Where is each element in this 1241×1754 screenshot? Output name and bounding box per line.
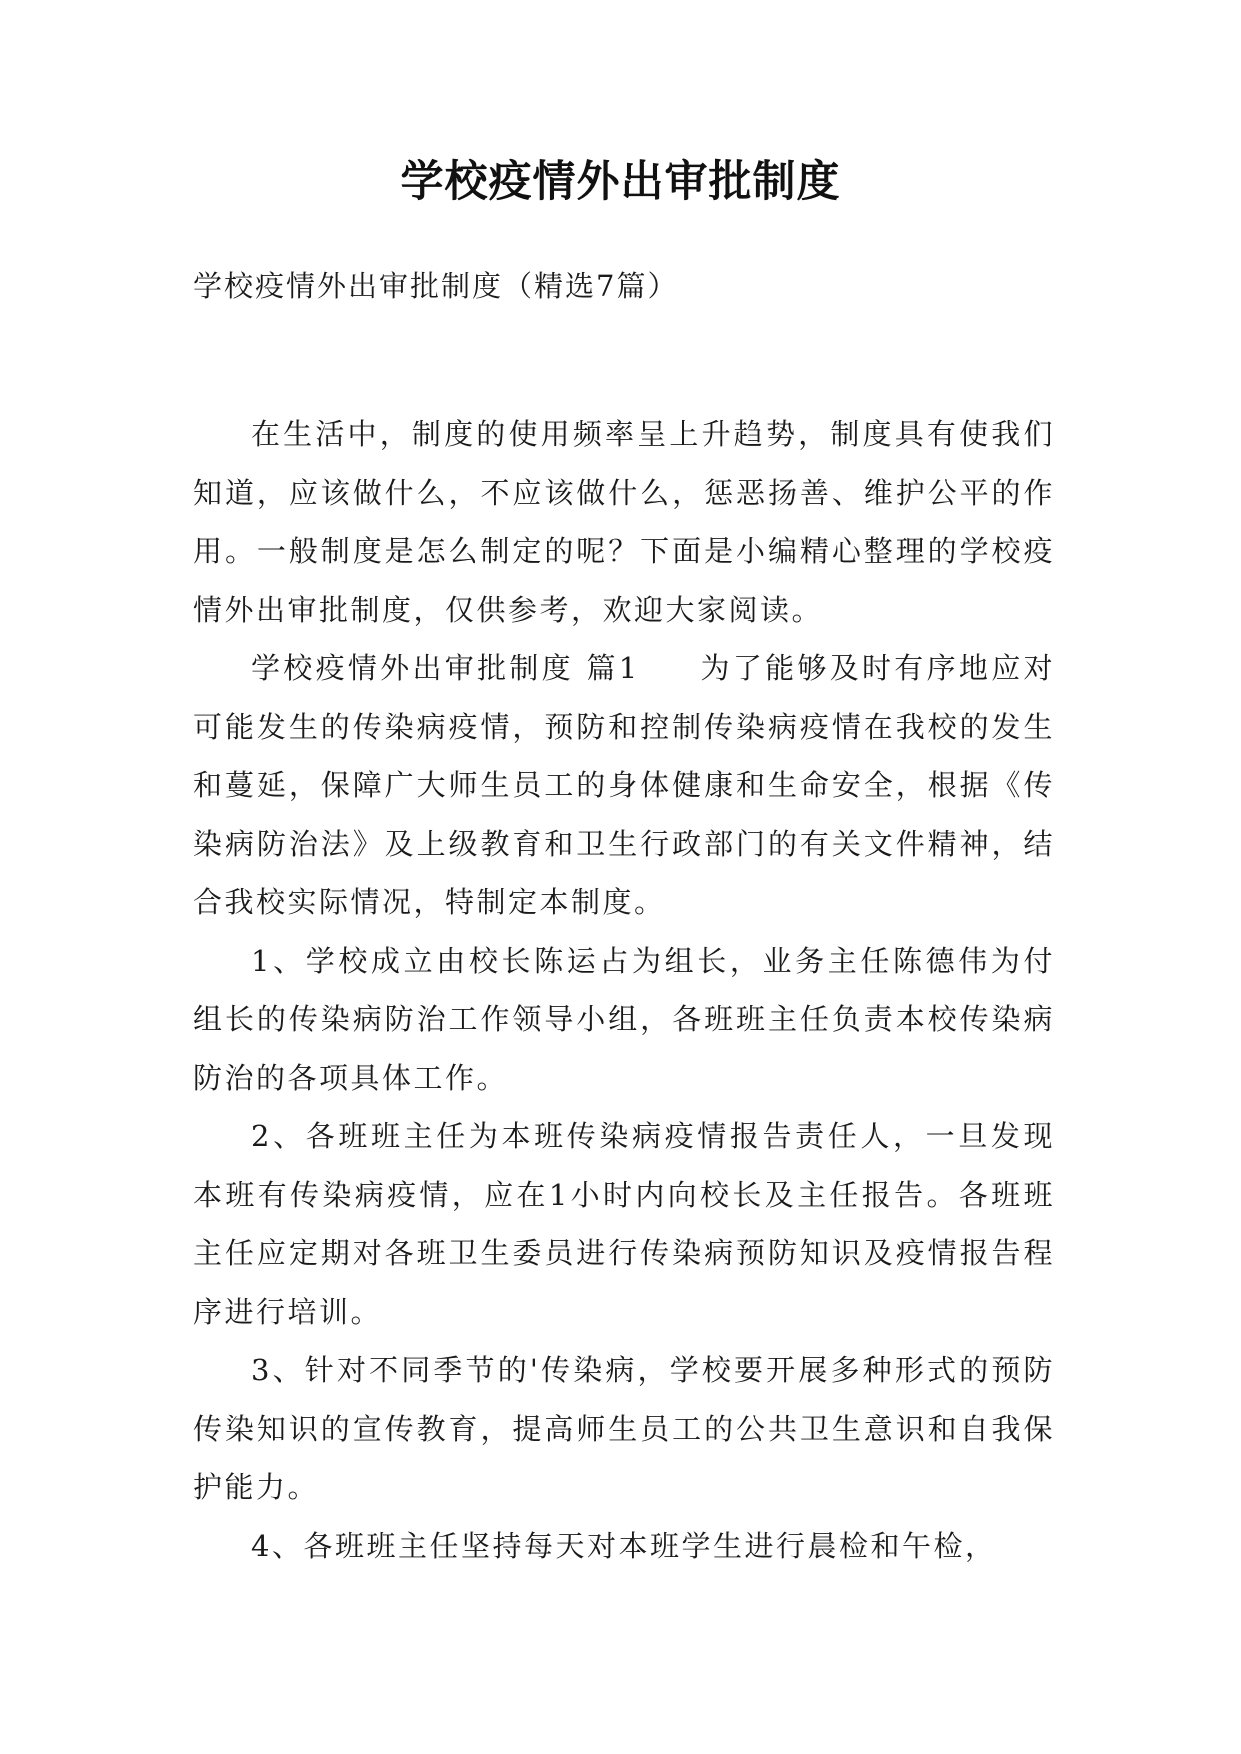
section-heading: 学校疫情外出审批制度 篇1 bbox=[251, 651, 640, 685]
document-title: 学校疫情外出审批制度 bbox=[400, 157, 841, 207]
list-item: 3、针对不同季节的'传染病，学校要开展多种形式的预防传染知识的宣传教育，提高师生员工的公共卫生意识和自我保护能力。 bbox=[193, 1353, 1055, 1504]
list-item: 2、各班班主任为本班传染病疫情报告责任人，一旦发现本班有传染病疫情，应在1小时内向校长及主任报告。各班班主任应定期对各班卫生委员进行传染病预防知识及疫情报告程序进行培训。 bbox=[193, 1119, 1055, 1329]
list-item: 1、学校成立由校长陈运占为组长，业务主任陈德伟为付组长的传染病防治工作领导小组，各班班主任负责本校传染病防治的各项具体工作。 bbox=[193, 943, 1055, 1095]
document-subtitle: 学校疫情外出审批制度（精选7篇） bbox=[193, 269, 679, 303]
document-body bbox=[193, 405, 1055, 1575]
section-text: 为了能够及时有序地应对可能发生的传染病疫情，预防和控制传染病疫情在我校的发生和蔓延，保障广大师生员工的身体健康和生命安全，根据《传染病防治法》及上级教育和卫生行政部门的有关文件精神，结合我校实际情况，特制定本制度。 bbox=[193, 651, 1055, 919]
list-item: 4、各班班主任坚持每天对本班学生进行晨检和午检， bbox=[251, 1528, 997, 1563]
intro-paragraph: 在生活中，制度的使用频率呈上升趋势，制度具有使我们知道，应该做什么，不应该做什么，惩恶扬善、维护公平的作用。一般制度是怎么制定的呢？下面是小编精心整理的学校疫情外出审批制度，仅供参考，欢迎大家阅读。 bbox=[193, 417, 1055, 627]
section-paragraph bbox=[193, 639, 1055, 932]
